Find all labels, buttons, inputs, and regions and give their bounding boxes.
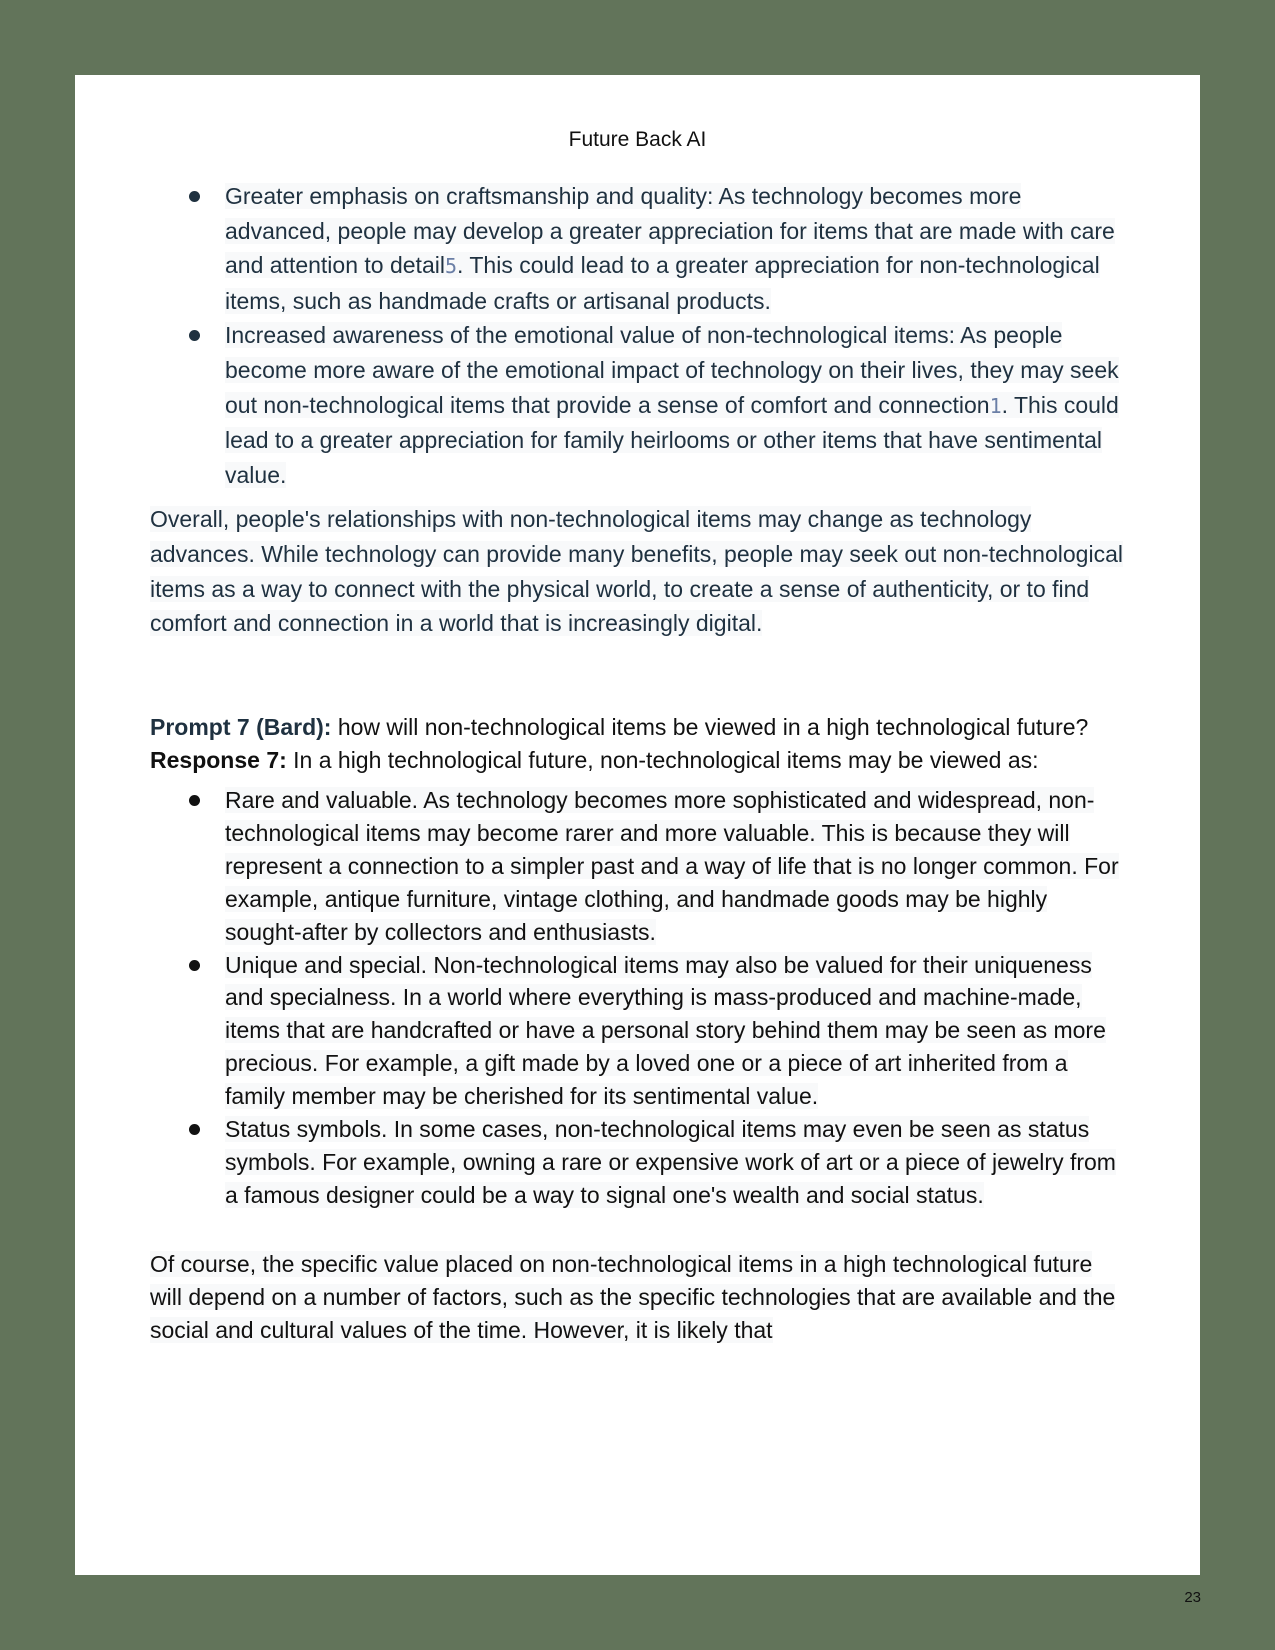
- list-item: [150, 318, 1130, 492]
- response-line: [150, 744, 1130, 777]
- bullet-icon: [189, 795, 200, 806]
- gemini-response-continuation: [150, 179, 1130, 641]
- bullet-text: Increased awareness of the emotional value of non-technological items: As people become more aware of the emotional impact of technology on their lives, they may seek out non-technological items that provide a sense of comfort and connection1. This could lead to a greater appreciation for family heirlooms or other items that have sentimental value.: [225, 322, 1119, 488]
- citation-marker: 1: [989, 393, 1002, 418]
- list-item: [150, 179, 1130, 318]
- prompt-line: [150, 711, 1130, 744]
- bullet-icon: [189, 330, 200, 341]
- bullet-text: Greater emphasis on craftsmanship and quality: As technology becomes more advanced, people may develop a greater appreciation for items that are made with care and attention to detail5. This could lead to a greater appreciation for non-technological items, such as handmade crafts or artisanal products.: [225, 183, 1115, 314]
- bullet-list: [150, 179, 1130, 492]
- prompt-7-section: [150, 711, 1130, 1347]
- closing-paragraph: Of course, the specific value placed on non-technological items in a high technological future will depend on a number of factors, such as the specific technologies that are available and the social and cultural values of the time. However, it is likely that: [150, 1250, 1116, 1343]
- citation-marker: 5: [444, 254, 457, 279]
- bullet-text: Rare and valuable. As technology becomes more sophisticated and widespread, non-technological items may become rarer and more valuable. This is because they will represent a connection to a simpler past and a way of life that is no longer common. For example, antique furniture, vintage clothing, and handmade goods may be highly sought-after by collectors and enthusiasts.: [225, 787, 1119, 945]
- response-text: In a high technological future, non-technological items may be viewed as:: [286, 747, 1039, 773]
- list-item: [150, 949, 1130, 1114]
- bullet-text: Unique and special. Non-technological items may also be valued for their uniqueness and specialness. In a world where everything is mass-produced and machine-made, items that are handcrafted or have a personal story behind them may be seen as more precious. For example, a gift made by a loved one or a piece of art inherited from a family member may be cherished for its sentimental value.: [225, 951, 1106, 1110]
- list-item: [150, 784, 1130, 949]
- list-item: [150, 1113, 1130, 1212]
- page-number: 23: [1184, 1589, 1201, 1606]
- document-header-title: Future Back AI: [568, 128, 707, 151]
- prompt-text: how will non-technological items be viewed in a high technological future?: [331, 714, 1089, 740]
- bullet-icon: [189, 191, 200, 202]
- bullet-icon: [189, 960, 200, 971]
- bullet-list: [150, 784, 1130, 1212]
- prompt-label: Prompt 7 (Bard):: [150, 714, 332, 740]
- overall-paragraph: Overall, people's relationships with non-technological items may change as technology advances. While technology can provide many benefits, people may seek out non-technological items as a way to connect with the physical world, to create a sense of authenticity, or to find comfort and connection in a world that is increasingly digital.: [150, 506, 1123, 637]
- bullet-icon: [189, 1124, 200, 1135]
- bullet-text: Status symbols. In some cases, non-technological items may even be seen as status symbols. For example, owning a rare or expensive work of art or a piece of jewelry from a famous designer could be a way to signal one's wealth and social status.: [225, 1116, 1116, 1208]
- response-label: Response 7:: [150, 747, 287, 773]
